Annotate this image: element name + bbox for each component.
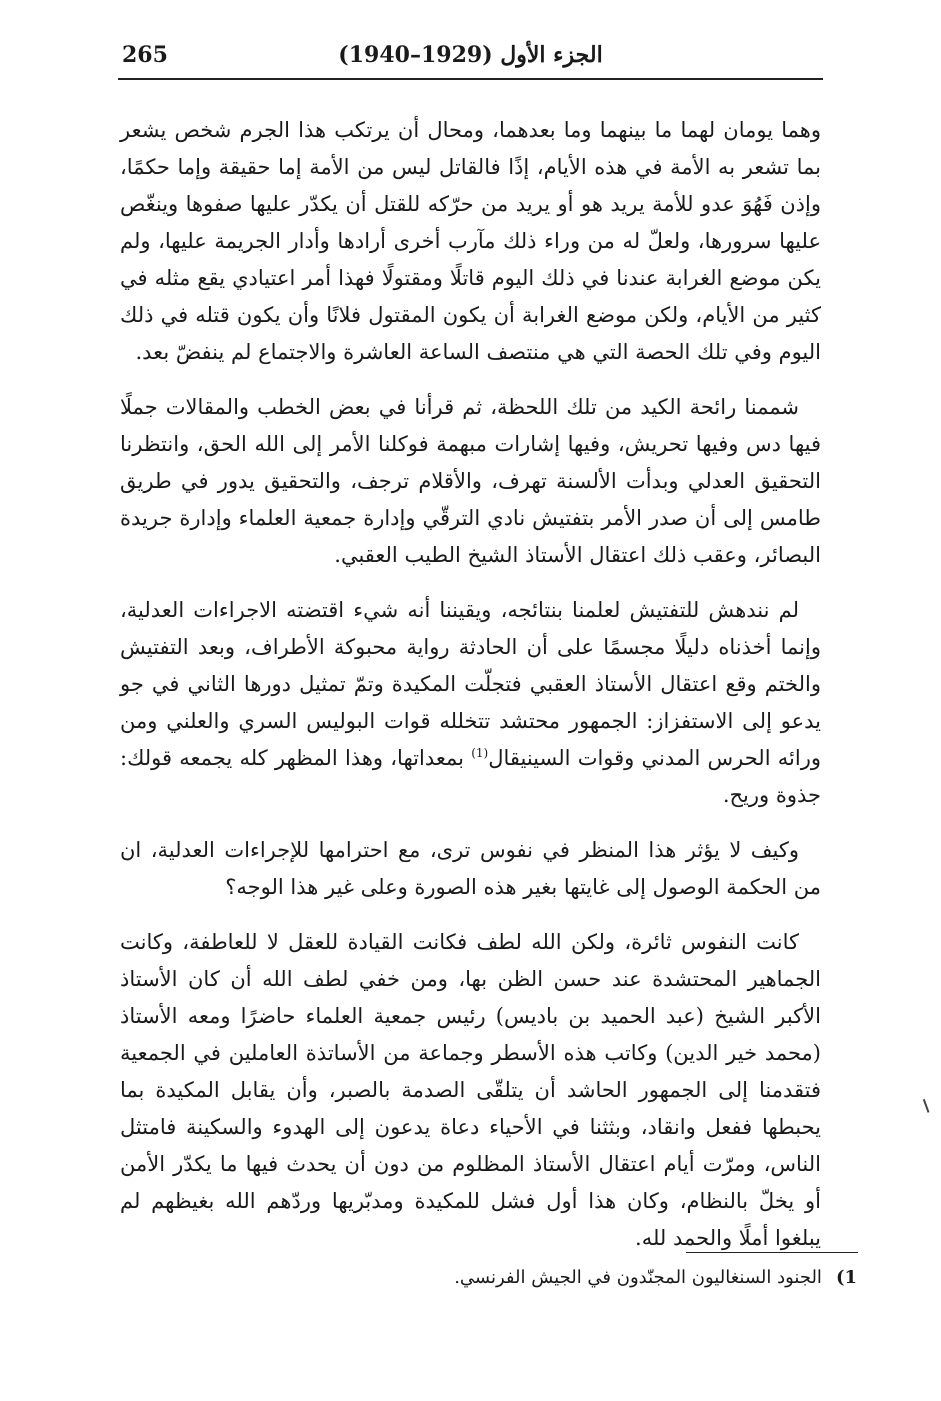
main-text <box>120 112 821 1275</box>
paragraph-5: كانت النفوس ثائرة، ولكن الله لطف فكانت القيادة للعقل لا للعاطفة، وكانت الجماهير المحتشدة عند حسن الظن بها، ومن خفي لطف الله أن كان الأستاذ الأكبر الشيخ (عبد الحميد بن باديس) رئيس جمعية العلماء حاضرًا ومعه الأستاذ (محمد خير الدين) وكاتب هذه الأسطر وجماعة من الأساتذة العاملين في الجمعية فتقدمنا إلى الجمهور الحاشد أن يتلقّى الصدمة بالصبر، وأن يقابل المكيدة بما يحبطها ففعل وانقاد، وبثثنا في الأحياء دعاة يدعون إلى الهدوء والسكينة فامتثل الناس، ومرّت أيام اعتقال الأستاذ المظلوم من دون أن يحدث فيها ما يكدّر الأمن أو يخلّ بالنظام، وكان هذا أول فشل للمكيدة ومدبّريها وردّهم الله بغيظهم لم يبلغوا أملًا والحمد لله. <box>120 930 821 1250</box>
footnote-separator <box>686 1252 858 1253</box>
footnote-marker: 1) <box>835 1267 857 1288</box>
footnote <box>120 1263 857 1293</box>
paragraph-1: وهما يومان لهما ما بينهما وما بعدهما، ومحال أن يرتكب هذا الجرم شخص يشعر بما تشعر به الأمة في هذه الأيام، إذًا فالقاتل ليس من الأمة إما حقيقة وإما حكمًا، وإذن فَهُوَ عدو للأمة يريد هو أو يريد من حرّكه للقتل أن يكدّر عليها صفوها وينغّص عليها سرورها، ولعلّ له من وراء ذلك مآرب أخرى أرادها وأدار الجريمة عليها، ولم يكن موضع الغرابة عندنا في ذلك اليوم قاتلًا ومقتولًا فهذا أمر اعتيادي يقع مثله في كثير من الأيام، ولكن موضع الغرابة أن يكون المقتول فلانًا وأن يكون قتله في ذلك اليوم وفي تلك الحصة التي هي منتصف الساعة العاشرة والاجتماع لم ينفضّ بعد. <box>120 118 822 364</box>
paragraph-4: وكيف لا يؤثر هذا المنظر في نفوس ترى، مع احترامها للإجراءات العدلية، ان من الحكمة الوصول إلى غايتها بغير هذه الصورة وعلى غير هذا الوجه؟ <box>120 838 821 899</box>
margin-mark <box>923 1097 934 1113</box>
page-header <box>118 38 823 80</box>
page-number: 265 <box>122 42 168 68</box>
footnote-text: الجنود السنغاليون المجنّدون في الجيش الفرنسي. <box>454 1267 822 1288</box>
paragraph-2: شممنا رائحة الكيد من تلك اللحظة، ثم قرأنا في بعض الخطب والمقالات جملًا فيها دس وفيها تحريش، وفيها إشارات مبهمة فوكلنا الأمر إلى الله الحق، وانتظرنا التحقيق العدلي وبدأت الألسنة تهرف، والأقلام ترجف، والتحقيق يدور في طريق طامس إلى أن صدر الأمر بتفتيش نادي الترقّي وإدارة جمعية العلماء وإدارة جريدة البصائر، وعقب ذلك اعتقال الأستاذ الشيخ الطيب العقبي. <box>120 395 821 567</box>
paragraph-3-tail: بمعداتها، وهذا المظهر كله يجمعه قولك: جذوة وريح. <box>120 746 821 807</box>
paragraph-3 <box>120 592 821 814</box>
running-title: الجزء الأول (1929–1940) <box>338 42 603 68</box>
footnote-reference[interactable]: (1) <box>471 746 489 760</box>
paragraph-3-text: لم نندهش للتفتيش لعلمنا بنتائجه، ويقيننا أنه شيء اقتضته الاجراءات العدلية، وإنما أخذناه دليلًا مجسمًا على أن الحادثة رواية محبوكة الأطراف، وبعد التفتيش والختم وقع اعتقال الأستاذ العقبي فتجلّت المكيدة وتمّ تمثيل دورها الثاني في جو يدعو إلى الاستفزاز: الجمهور محتشد تتخلله قوات البوليس السري والعلني ومن ورائه الحرس المدني وقوات السينيقال <box>120 598 821 770</box>
